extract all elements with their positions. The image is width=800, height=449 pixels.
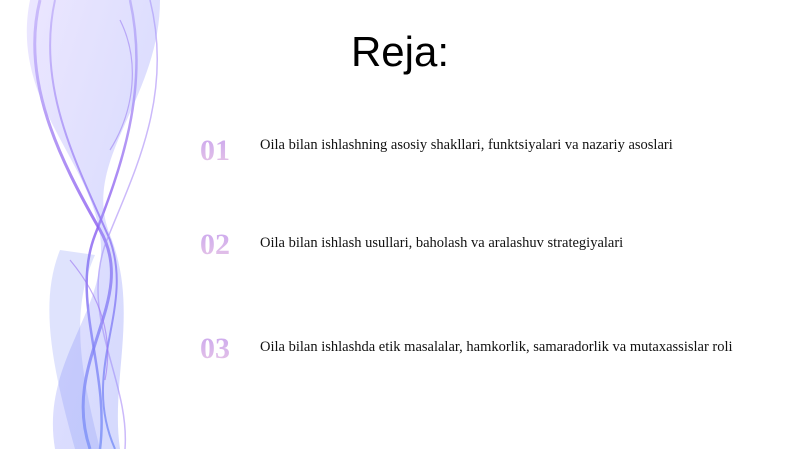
item-text: Oila bilan ishlashning asosiy shakllari, funktsiyalari va nazariy asoslari xyxy=(260,137,673,153)
item-number: 01 xyxy=(200,134,252,168)
item-number: 02 xyxy=(200,228,252,262)
decorative-smoke-ribbon xyxy=(0,0,200,449)
item-text: Oila bilan ishlash usullari, baholash va aralashuv strategiyalari xyxy=(260,235,624,251)
page-title: Reja: xyxy=(350,28,450,75)
item-text: Oila bilan ishlashda etik masalalar, hamkorlik, samaradorlik va mutaxassislar roli xyxy=(260,339,733,355)
item-number: 03 xyxy=(200,332,252,366)
